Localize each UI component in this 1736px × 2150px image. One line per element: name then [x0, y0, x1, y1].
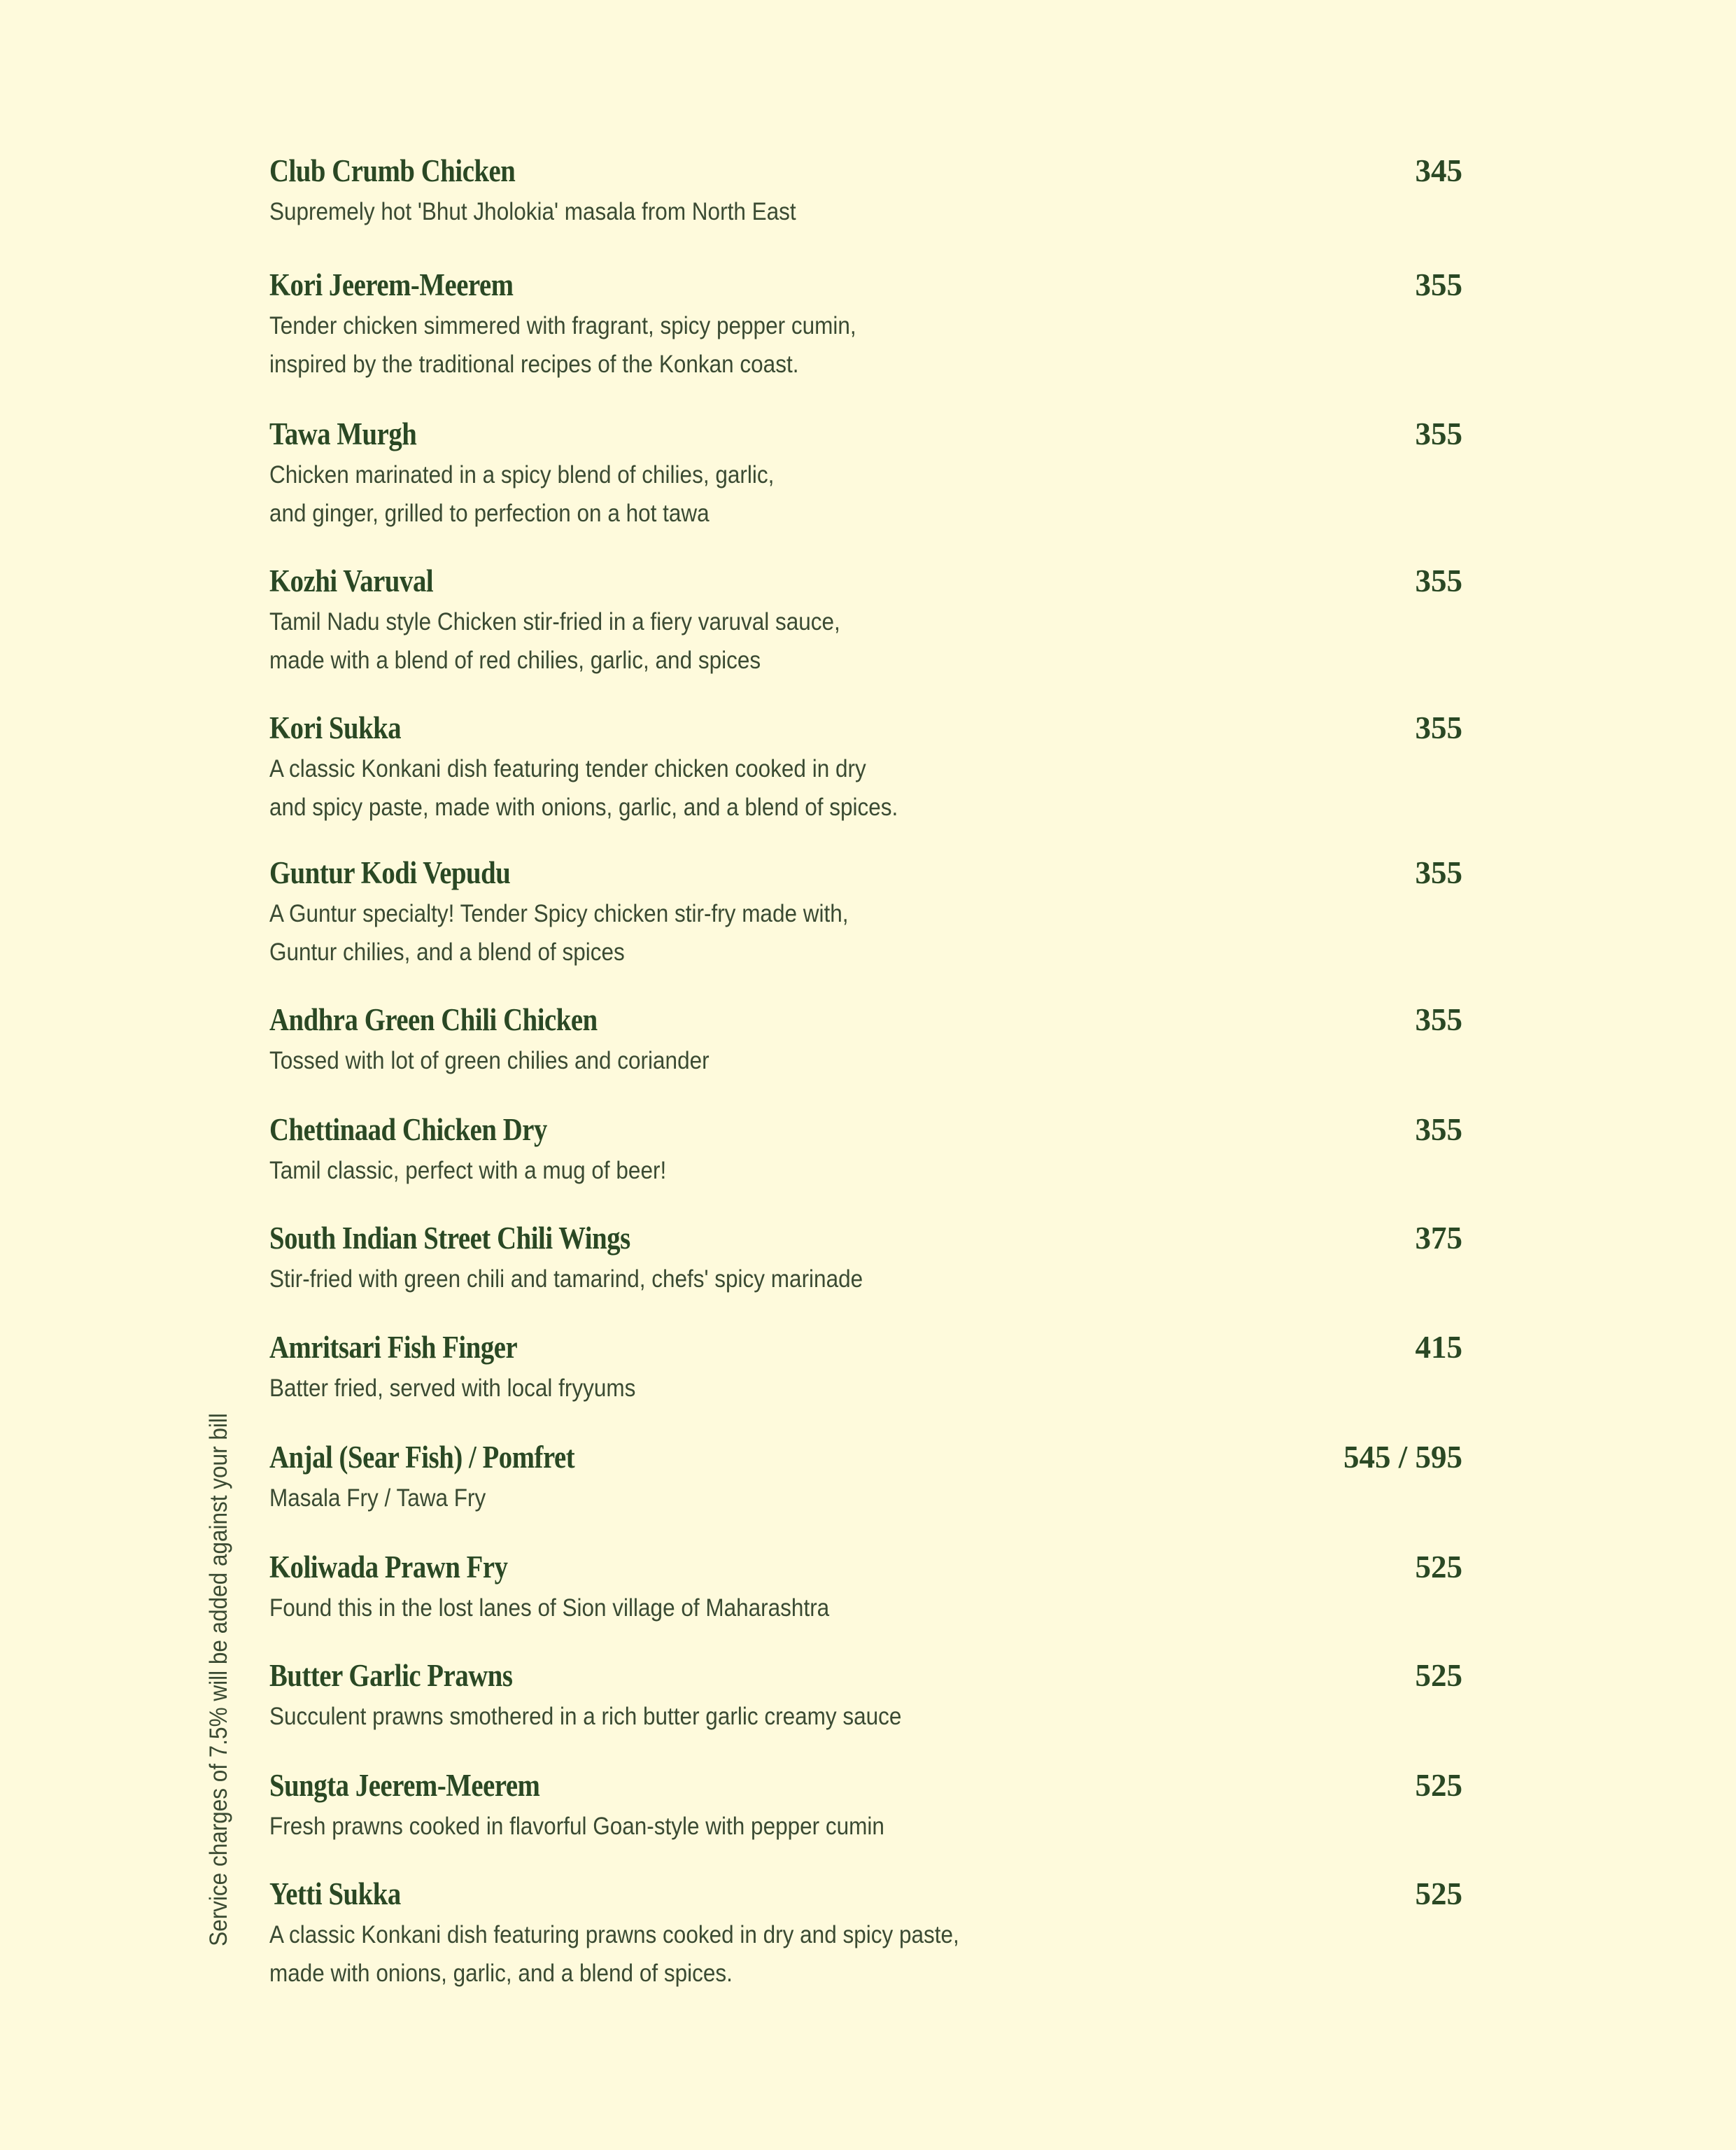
item-name: Butter Garlic Prawns — [269, 1658, 513, 1693]
item-description: Supremely hot 'Bhut Jholokia' masala from North East — [269, 198, 796, 225]
menu-item — [269, 416, 1462, 532]
item-name: Kori Sukka — [269, 710, 402, 745]
item-price: 375 — [1415, 1221, 1462, 1256]
menu-item — [269, 710, 1462, 826]
item-description: Fresh prawns cooked in flavorful Goan-style with pepper cumin — [269, 1813, 884, 1840]
item-description: A classic Konkani dish featuring prawns cooked in dry and spicy paste, — [269, 1921, 959, 1948]
menu-item — [269, 855, 1462, 971]
item-description: Guntur chilies, and a blend of spices — [269, 939, 625, 966]
item-name: Yetti Sukka — [269, 1876, 401, 1911]
menu-item — [269, 153, 1462, 230]
menu-item — [269, 1549, 1462, 1626]
item-description: A classic Konkani dish featuring tender chicken cooked in dry — [269, 755, 866, 782]
item-name: Kori Jeerem-Meerem — [269, 267, 514, 302]
item-price: 345 — [1415, 153, 1462, 188]
menu-item — [269, 1329, 1462, 1407]
item-description: made with onions, garlic, and a blend of spices. — [269, 1960, 733, 1987]
item-name: South Indian Street Chili Wings — [269, 1221, 630, 1256]
menu-item — [269, 1657, 1462, 1735]
item-description: and spicy paste, made with onions, garlic, and a blend of spices. — [269, 794, 898, 821]
item-description: and ginger, grilled to perfection on a hot tawa — [269, 500, 710, 527]
item-price: 525 — [1415, 1876, 1462, 1911]
item-price: 355 — [1415, 267, 1462, 302]
menu-item — [269, 1002, 1462, 1079]
item-price: 355 — [1415, 1112, 1462, 1147]
item-description: Tender chicken simmered with fragrant, spicy pepper cumin, — [269, 312, 856, 339]
item-description: made with a blend of red chilies, garlic, and spices — [269, 647, 761, 674]
item-price: 355 — [1415, 710, 1462, 745]
item-price: 545 / 595 — [1343, 1440, 1462, 1475]
item-price: 525 — [1415, 1658, 1462, 1693]
item-price: 355 — [1415, 1002, 1462, 1037]
item-name: Guntur Kodi Vepudu — [269, 855, 511, 890]
item-price: 415 — [1415, 1330, 1462, 1365]
item-description: Tamil classic, perfect with a mug of beer! — [269, 1157, 667, 1184]
menu-item — [269, 1111, 1462, 1189]
menu-item — [269, 563, 1462, 679]
menu-item — [269, 1767, 1462, 1845]
item-name: Tawa Murgh — [269, 416, 417, 451]
item-name: Sungta Jeerem-Meerem — [269, 1768, 540, 1803]
item-price: 355 — [1415, 855, 1462, 890]
item-description: Found this in the lost lanes of Sion village of Maharashtra — [269, 1594, 830, 1622]
item-description: inspired by the traditional recipes of the Konkan coast. — [269, 351, 799, 378]
item-price: 355 — [1415, 416, 1462, 451]
item-name: Amritsari Fish Finger — [269, 1330, 518, 1365]
item-price: 525 — [1415, 1550, 1462, 1585]
item-description: Stir-fried with green chili and tamarind, chefs' spicy marinade — [269, 1265, 863, 1293]
item-description: A Guntur specialty! Tender Spicy chicken stir-fry made with, — [269, 900, 849, 927]
menu-item — [269, 267, 1462, 383]
item-description: Chicken marinated in a spicy blend of chilies, garlic, — [269, 461, 775, 489]
item-name: Anjal (Sear Fish) / Pomfret — [269, 1440, 575, 1475]
menu-item — [269, 1439, 1462, 1517]
item-price: 525 — [1415, 1768, 1462, 1803]
item-name: Koliwada Prawn Fry — [269, 1550, 508, 1585]
item-price: 355 — [1415, 563, 1462, 598]
item-description: Tamil Nadu style Chicken stir-fried in a fiery varuval sauce, — [269, 608, 840, 635]
item-name: Kozhi Varuval — [269, 563, 434, 598]
item-description: Tossed with lot of green chilies and coriander — [269, 1047, 710, 1074]
item-name: Club Crumb Chicken — [269, 153, 516, 188]
menu-item — [269, 1876, 1462, 1992]
item-description: Masala Fry / Tawa Fry — [269, 1484, 486, 1512]
item-description: Batter fried, served with local fryyums — [269, 1375, 636, 1402]
item-description: Succulent prawns smothered in a rich butter garlic creamy sauce — [269, 1703, 902, 1730]
menu-item — [269, 1220, 1462, 1298]
item-name: Andhra Green Chili Chicken — [269, 1002, 598, 1037]
service-charge-note: Service charges of 7.5% will be added against your bill — [205, 1413, 232, 1946]
item-name: Chettinaad Chicken Dry — [269, 1112, 547, 1147]
